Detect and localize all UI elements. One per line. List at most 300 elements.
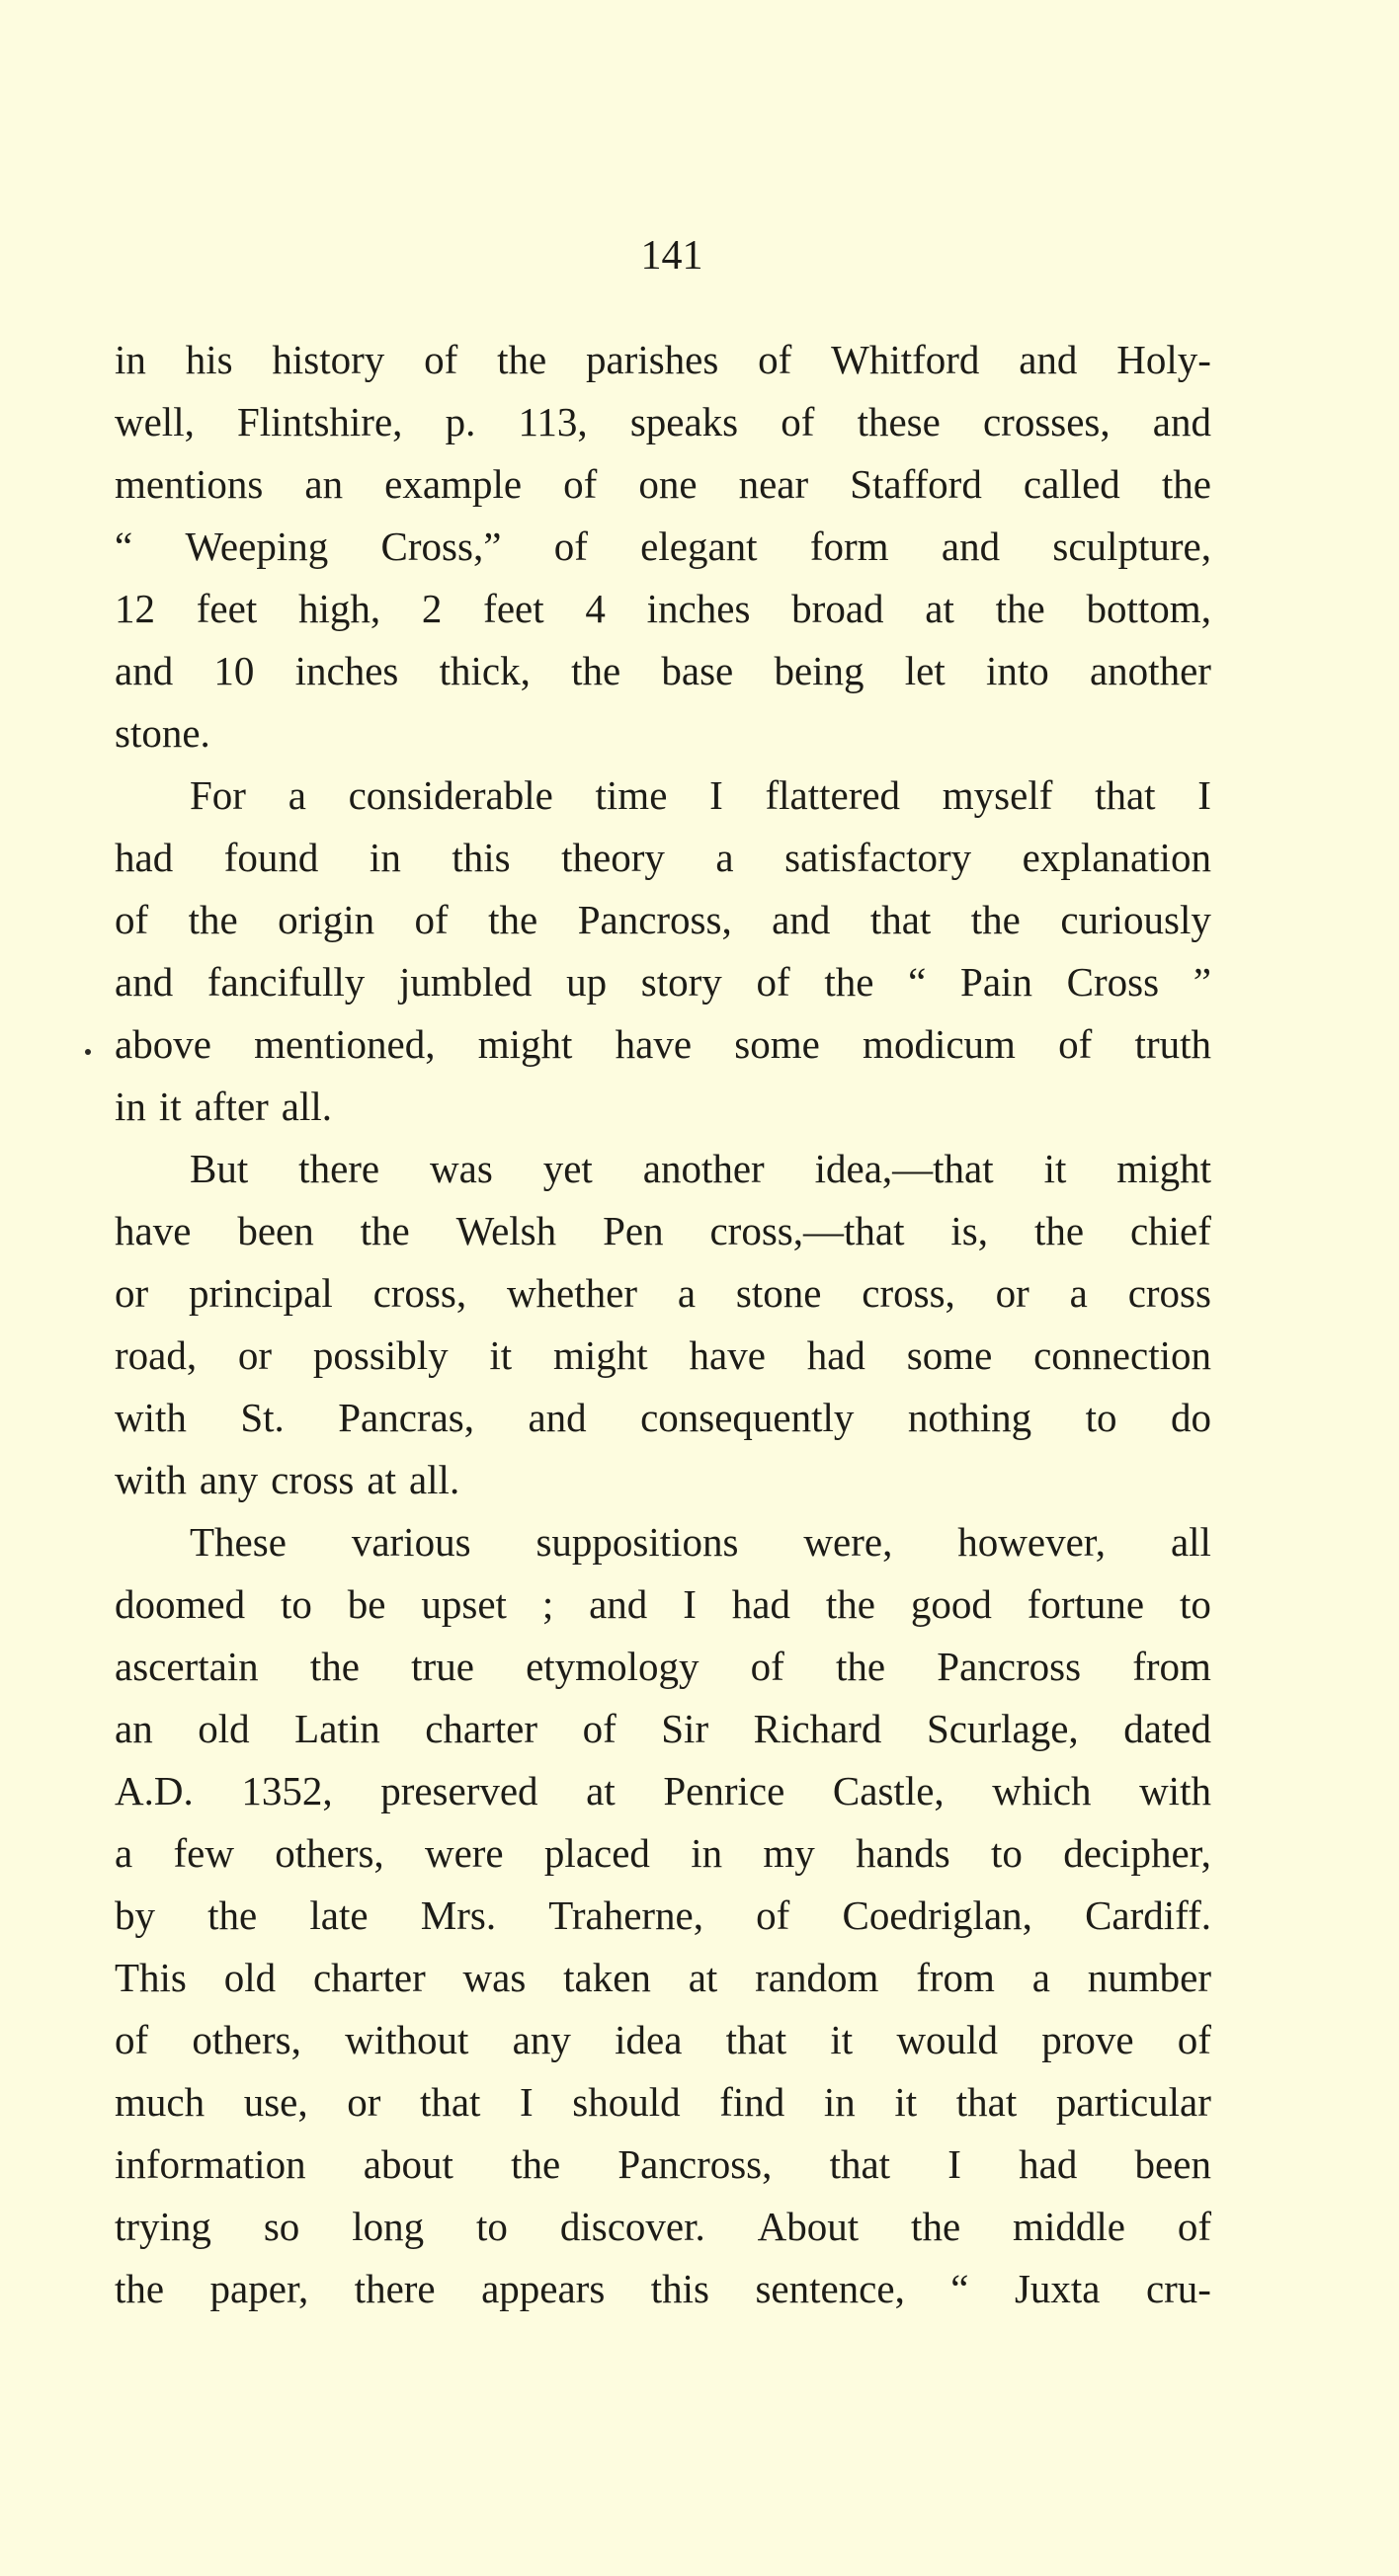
- word: have: [689, 1332, 766, 1378]
- word: of: [1177, 2204, 1211, 2249]
- word: and: [115, 959, 174, 1005]
- word: the: [836, 1644, 886, 1689]
- word: however,: [957, 1519, 1107, 1565]
- word: Traherne,: [548, 1892, 703, 1938]
- word: ”: [1193, 959, 1211, 1005]
- word: or: [347, 2079, 381, 2125]
- word: it: [158, 1084, 182, 1129]
- word: to: [991, 1830, 1023, 1876]
- word: of: [414, 897, 449, 942]
- word: fortune: [1027, 1581, 1145, 1627]
- word: a: [677, 1270, 697, 1316]
- word: various: [351, 1519, 471, 1565]
- word: p.: [445, 399, 476, 444]
- word: others,: [192, 2017, 301, 2062]
- word: was: [462, 1955, 527, 2000]
- word: of: [1058, 1021, 1093, 1067]
- word: with: [115, 1457, 187, 1502]
- word: jumbled: [399, 959, 533, 1005]
- word: upset: [421, 1581, 507, 1627]
- word: it: [830, 2017, 854, 2062]
- word: Weeping: [185, 523, 329, 569]
- word: ;: [541, 1581, 554, 1627]
- word: “: [950, 2266, 969, 2311]
- word: etymology: [526, 1644, 700, 1689]
- word: above: [115, 1021, 211, 1067]
- text-line: [115, 1698, 1211, 1760]
- word: all: [1170, 1519, 1211, 1565]
- word: Richard: [753, 1706, 882, 1751]
- word: use,: [243, 2079, 308, 2125]
- word: Mrs.: [420, 1892, 497, 1938]
- word: from: [916, 1955, 995, 2000]
- word: a: [1031, 1955, 1050, 2000]
- word: the: [571, 648, 621, 693]
- text-line: [115, 1262, 1211, 1325]
- word: of: [582, 1706, 617, 1751]
- text-line: [115, 1573, 1211, 1636]
- word: Castle,: [832, 1768, 945, 1813]
- word: decipher,: [1063, 1830, 1211, 1876]
- text-line: [115, 391, 1211, 453]
- word: considerable: [348, 772, 553, 818]
- word: origin: [278, 897, 375, 942]
- word: Pancras,: [338, 1395, 474, 1440]
- word: good: [910, 1581, 992, 1627]
- word: whether: [506, 1270, 637, 1316]
- word: connection: [1033, 1332, 1211, 1378]
- word: Pen: [603, 1208, 664, 1253]
- word: curiously: [1060, 897, 1211, 942]
- word: stone.: [115, 710, 210, 756]
- word: middle: [1013, 2204, 1125, 2249]
- text-line: [115, 1636, 1211, 1698]
- word: the: [995, 586, 1045, 631]
- word: and: [528, 1395, 587, 1440]
- word: near: [738, 461, 809, 507]
- word: might: [477, 1021, 573, 1067]
- word: might: [1116, 1146, 1211, 1191]
- word: let: [904, 648, 946, 693]
- word: another: [1089, 648, 1211, 693]
- word: cross,: [862, 1270, 955, 1316]
- text-line: [115, 1138, 1211, 1200]
- word: old: [198, 1706, 250, 1751]
- text-line: [115, 2133, 1211, 2196]
- word: cross: [1127, 1270, 1211, 1316]
- body-text: [115, 329, 1211, 2320]
- word: few: [173, 1830, 234, 1876]
- word: or: [115, 1270, 149, 1316]
- word: 10: [213, 648, 255, 693]
- word: do: [1170, 1395, 1211, 1440]
- word: at: [367, 1457, 396, 1502]
- word: that: [829, 2141, 891, 2187]
- word: in: [823, 2079, 856, 2125]
- word: idea,—that: [814, 1146, 994, 1191]
- word: it: [489, 1332, 513, 1378]
- word: called: [1023, 461, 1120, 507]
- word: yet: [542, 1146, 593, 1191]
- word: sculpture,: [1052, 523, 1211, 569]
- word: would: [896, 2017, 998, 2062]
- word: speaks: [629, 399, 739, 444]
- word: should: [572, 2079, 681, 2125]
- word: truth: [1134, 1021, 1211, 1067]
- word: had: [731, 1581, 790, 1627]
- word: the: [309, 1644, 360, 1689]
- word: “: [115, 523, 133, 569]
- word: 1352,: [241, 1768, 333, 1813]
- word: the: [497, 337, 547, 382]
- text-line: [115, 1822, 1211, 1885]
- word: the: [824, 959, 874, 1005]
- word: For: [190, 772, 246, 818]
- word: or: [995, 1270, 1029, 1316]
- word: being: [774, 648, 864, 693]
- word: at: [688, 1955, 718, 2000]
- word: dated: [1123, 1706, 1211, 1751]
- word: particular: [1055, 2079, 1211, 2125]
- word: it: [1043, 1146, 1067, 1191]
- word: cross: [271, 1457, 355, 1502]
- word: of: [781, 399, 815, 444]
- text-line: [115, 1325, 1211, 1387]
- word: cross,—that: [709, 1208, 905, 1253]
- word: story: [640, 959, 722, 1005]
- word: number: [1087, 1955, 1211, 2000]
- word: the: [207, 1892, 258, 1938]
- word: ascertain: [115, 1644, 259, 1689]
- word: and: [1019, 337, 1078, 382]
- word: much: [115, 2079, 206, 2125]
- page-number: 141: [640, 233, 703, 279]
- word: the: [1033, 1208, 1085, 1253]
- word: and: [589, 1581, 648, 1627]
- text-line: [115, 1449, 1211, 1511]
- word: which: [992, 1768, 1092, 1813]
- word: some: [906, 1332, 993, 1378]
- word: preserved: [380, 1768, 538, 1813]
- word: that: [1095, 772, 1156, 818]
- text-line: [115, 2009, 1211, 2071]
- word: by: [115, 1892, 155, 1938]
- text-line: [115, 1511, 1211, 1573]
- word: inches: [294, 648, 399, 693]
- text-line: [115, 1760, 1211, 1822]
- word: it: [894, 2079, 918, 2125]
- word: Penrice: [663, 1768, 785, 1813]
- word: road,: [115, 1332, 198, 1378]
- word: flattered: [765, 772, 901, 818]
- word: this: [452, 835, 511, 880]
- word: about: [363, 2141, 453, 2187]
- word: a: [715, 835, 734, 880]
- word: of: [424, 337, 458, 382]
- text-line: [115, 1076, 1211, 1138]
- word: any: [199, 1457, 259, 1502]
- word: satisfactory: [784, 835, 972, 880]
- word: had: [115, 835, 174, 880]
- word: of: [758, 337, 792, 382]
- word: About: [757, 2204, 860, 2249]
- word: hands: [856, 1830, 950, 1876]
- word: an: [115, 1706, 153, 1751]
- word: feet: [196, 586, 258, 631]
- word: Pancross,: [617, 2141, 773, 2187]
- word: This: [115, 1955, 187, 2000]
- word: chief: [1129, 1208, 1211, 1253]
- word: his: [185, 337, 233, 382]
- word: principal: [189, 1270, 333, 1316]
- word: information: [115, 2141, 306, 2187]
- word: thick,: [439, 648, 531, 693]
- word: that: [955, 2079, 1018, 2125]
- word: that: [419, 2079, 481, 2125]
- word: and: [772, 897, 831, 942]
- word: possibly: [312, 1332, 449, 1378]
- word: history: [272, 337, 385, 382]
- word: inches: [646, 586, 751, 631]
- word: But: [190, 1146, 249, 1191]
- text-line: [115, 1947, 1211, 2009]
- word: Cross: [1066, 959, 1160, 1005]
- word: have: [615, 1021, 693, 1067]
- word: another: [642, 1146, 765, 1191]
- word: others,: [275, 1830, 384, 1876]
- word: crosses,: [982, 399, 1111, 444]
- word: at: [586, 1768, 616, 1813]
- word: I: [683, 1581, 697, 1627]
- margin-speck: [85, 1049, 91, 1055]
- word: elegant: [640, 523, 758, 569]
- word: cross,: [372, 1270, 467, 1316]
- word: to: [476, 2204, 508, 2249]
- word: there: [298, 1146, 380, 1191]
- word: to: [1085, 1395, 1117, 1440]
- word: up: [566, 959, 608, 1005]
- word: well,: [115, 399, 195, 444]
- word: Pain: [960, 959, 1032, 1005]
- word: my: [763, 1830, 815, 1876]
- word: Welsh: [455, 1208, 557, 1253]
- word: one: [638, 461, 698, 507]
- word: long: [352, 2204, 425, 2249]
- word: Coedriglan,: [842, 1892, 1032, 1938]
- word: there: [354, 2266, 436, 2311]
- word: of: [750, 1644, 784, 1689]
- word: had: [806, 1332, 865, 1378]
- word: a: [115, 1830, 133, 1876]
- word: taken: [563, 1955, 651, 2000]
- text-line: [115, 951, 1211, 1013]
- word: high,: [297, 586, 381, 631]
- word: 2: [421, 586, 443, 631]
- word: the: [825, 1581, 875, 1627]
- word: to: [280, 1581, 312, 1627]
- word: 12: [115, 586, 155, 631]
- text-line: [115, 2258, 1211, 2320]
- word: doomed: [115, 1581, 246, 1627]
- word: into: [985, 648, 1049, 693]
- word: I: [1197, 772, 1211, 818]
- word: example: [384, 461, 523, 507]
- word: 4: [585, 586, 606, 631]
- word: that: [725, 2017, 787, 2062]
- text-line: [115, 516, 1211, 578]
- word: all.: [281, 1084, 333, 1129]
- word: at: [925, 586, 954, 631]
- word: time: [595, 772, 668, 818]
- word: been: [1134, 2141, 1211, 2187]
- word: mentions: [115, 461, 264, 507]
- word: Scurlage,: [926, 1706, 1079, 1751]
- word: the: [360, 1208, 410, 1253]
- word: idea: [615, 2017, 683, 2062]
- word: so: [263, 2204, 300, 2249]
- word: A.D.: [115, 1768, 194, 1813]
- word: had: [1019, 2141, 1078, 2187]
- word: modicum: [863, 1021, 1016, 1067]
- word: have: [115, 1208, 192, 1253]
- word: old: [223, 1955, 277, 2000]
- word: 113,: [518, 399, 588, 444]
- word: and: [1152, 399, 1211, 444]
- word: from: [1132, 1644, 1211, 1689]
- word: St.: [240, 1395, 285, 1440]
- word: any: [512, 2017, 571, 2062]
- text-line: [115, 578, 1211, 640]
- text-line: [115, 329, 1211, 391]
- word: without: [345, 2017, 469, 2062]
- word: late: [309, 1892, 369, 1938]
- word: suppositions: [535, 1519, 739, 1565]
- word: these: [857, 399, 941, 444]
- word: were: [424, 1830, 504, 1876]
- word: of: [115, 2017, 149, 2062]
- word: theory: [561, 835, 665, 880]
- word: cru-: [1145, 2266, 1211, 2311]
- text-line: [115, 889, 1211, 951]
- word: consequently: [640, 1395, 855, 1440]
- word: Pancross,: [577, 897, 732, 942]
- word: parishes: [585, 337, 719, 382]
- word: the: [911, 2204, 961, 2249]
- word: Holy-: [1116, 337, 1211, 382]
- word: that: [869, 897, 932, 942]
- text-line: [115, 2071, 1211, 2133]
- word: the: [511, 2141, 561, 2187]
- word: These: [190, 1519, 287, 1565]
- word: and: [941, 523, 1001, 569]
- word: prove: [1041, 2017, 1134, 2062]
- word: were,: [803, 1519, 893, 1565]
- word: might: [553, 1332, 648, 1378]
- word: Latin: [294, 1706, 380, 1751]
- word: explanation: [1022, 835, 1211, 880]
- word: form: [809, 523, 889, 569]
- word: true: [411, 1644, 474, 1689]
- word: bottom,: [1086, 586, 1211, 631]
- text-line: [115, 1885, 1211, 1947]
- word: an: [304, 461, 344, 507]
- word: the: [488, 897, 538, 942]
- word: discover.: [559, 2204, 705, 2249]
- word: the: [970, 897, 1021, 942]
- word: find: [719, 2079, 785, 2125]
- word: was: [430, 1146, 493, 1191]
- word: placed: [543, 1830, 650, 1876]
- word: Flintshire,: [236, 399, 403, 444]
- word: a: [1069, 1270, 1088, 1316]
- word: in: [691, 1830, 723, 1876]
- word: “: [908, 959, 927, 1005]
- word: in: [369, 835, 401, 880]
- word: mentioned,: [254, 1021, 436, 1067]
- text-line: [115, 1013, 1211, 1076]
- word: of: [553, 523, 588, 569]
- text-line: [115, 1387, 1211, 1449]
- word: Pancross: [937, 1644, 1082, 1689]
- text-line: [115, 702, 1211, 765]
- word: I: [947, 2141, 961, 2187]
- word: with: [115, 1395, 187, 1440]
- word: Whitford: [831, 337, 980, 382]
- word: this: [650, 2266, 709, 2311]
- word: base: [661, 648, 734, 693]
- word: trying: [115, 2204, 211, 2249]
- word: Sir: [661, 1706, 709, 1751]
- word: be: [347, 1581, 386, 1627]
- word: paper,: [209, 2266, 309, 2311]
- word: nothing: [907, 1395, 1032, 1440]
- word: random: [755, 1955, 879, 2000]
- word: appears: [481, 2266, 606, 2311]
- word: myself: [942, 772, 1053, 818]
- word: the: [115, 2266, 165, 2311]
- text-line: [115, 453, 1211, 516]
- word: of: [563, 461, 598, 507]
- word: found: [223, 835, 319, 880]
- word: stone: [735, 1270, 822, 1316]
- word: is,: [950, 1208, 989, 1253]
- word: a: [288, 772, 306, 818]
- word: or: [237, 1332, 273, 1378]
- word: charter: [312, 1955, 426, 2000]
- word: some: [734, 1021, 820, 1067]
- word: Stafford: [850, 461, 982, 507]
- text-line: [115, 640, 1211, 702]
- word: I: [709, 772, 723, 818]
- word: charter: [425, 1706, 538, 1751]
- word: of: [756, 1892, 790, 1938]
- word: with: [1139, 1768, 1211, 1813]
- word: Cross,”: [380, 523, 502, 569]
- text-line: [115, 765, 1211, 827]
- word: Juxta: [1014, 2266, 1101, 2311]
- word: I: [520, 2079, 534, 2125]
- word: in: [115, 1084, 146, 1129]
- word: the: [1161, 461, 1211, 507]
- text-line: [115, 2196, 1211, 2258]
- word: fancifully: [206, 959, 366, 1005]
- word: the: [188, 897, 238, 942]
- word: in: [115, 337, 146, 382]
- word: of: [1177, 2017, 1211, 2062]
- word: of: [115, 897, 149, 942]
- word: after: [194, 1084, 269, 1129]
- text-line: [115, 827, 1211, 889]
